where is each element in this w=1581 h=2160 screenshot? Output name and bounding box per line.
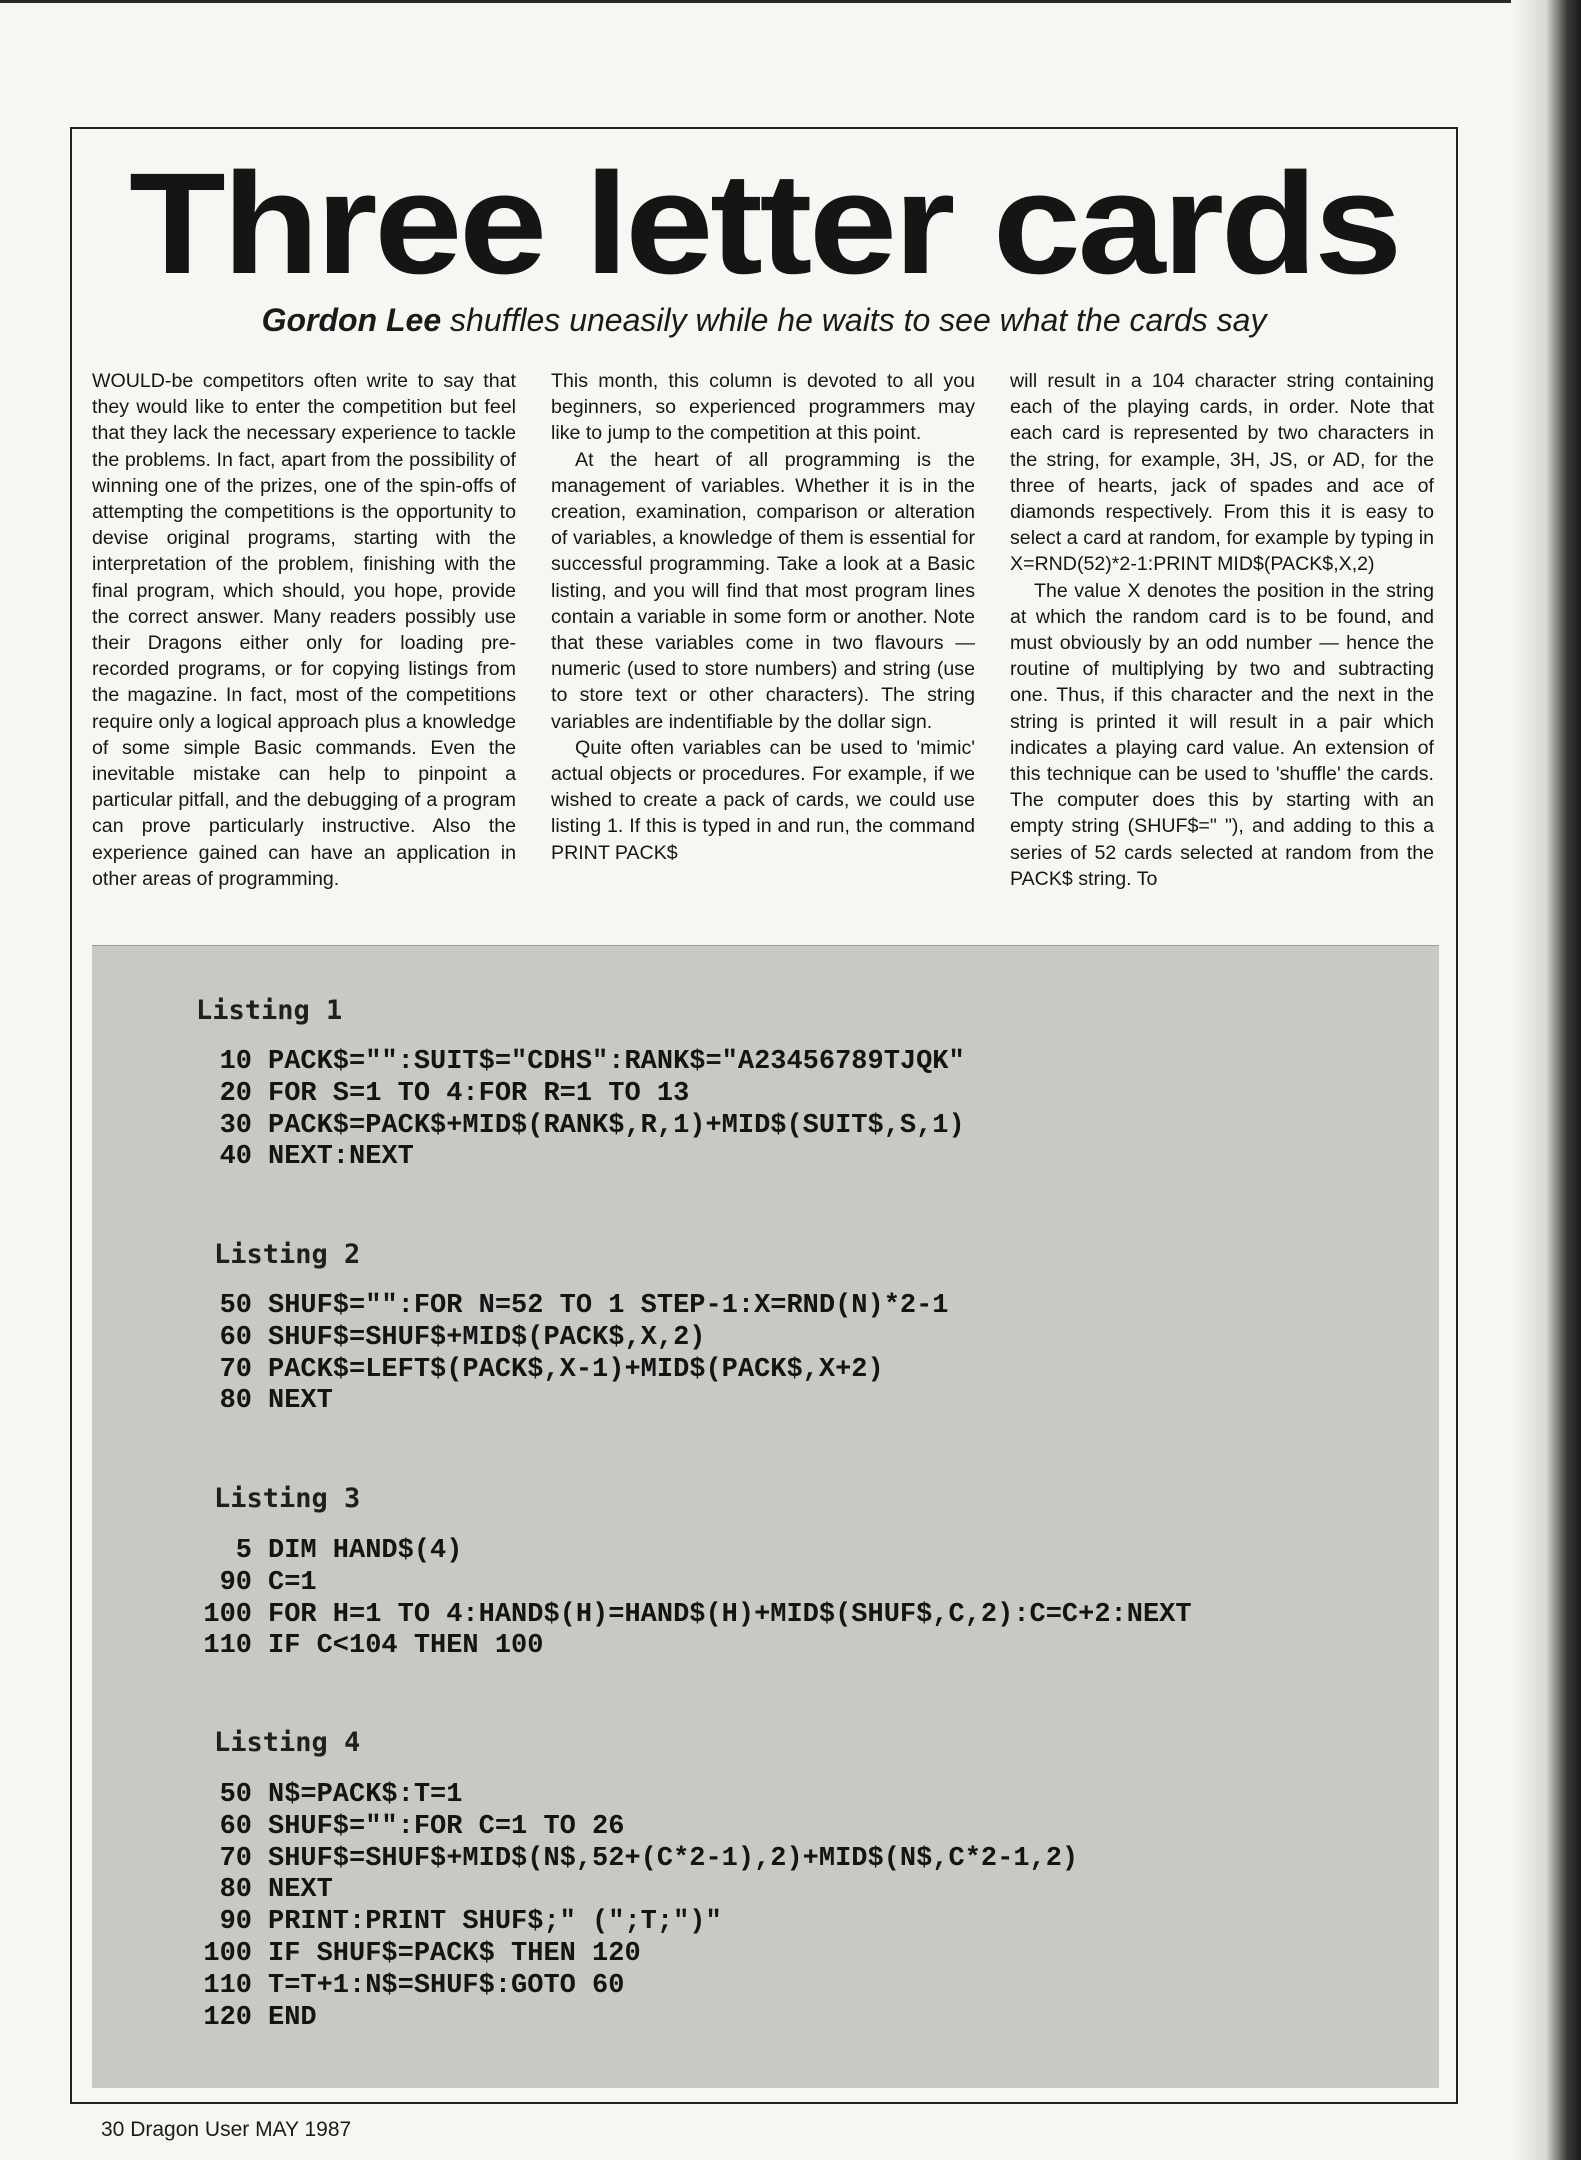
line-number: 30 (219, 1110, 252, 1141)
line-number: 5 (235, 1536, 252, 1566)
line-code: FOR H=1 TO 4:HAND$(H)=HAND$(H)+MID$(SHUF$,C,2):C=C+2:NEXT (268, 1599, 1192, 1630)
listing-4-code (196, 1780, 1078, 2034)
line-number: 110 (203, 1631, 252, 1662)
byline-author: Gordon Lee (261, 302, 442, 338)
page-top-border (0, 0, 1581, 3)
code-line (196, 1971, 1078, 2003)
page-gutter-shadow (1511, 0, 1581, 2160)
line-code: PRINT:PRINT SHUF$;" (";T;")" (268, 1907, 722, 1938)
line-number: 50 (219, 1291, 252, 1321)
code-line (196, 1568, 1192, 1600)
line-code: IF C<104 THEN 100 (268, 1631, 544, 1662)
code-line (196, 1812, 1078, 1844)
line-code: N$=PACK$:T=1 (268, 1780, 463, 1810)
line-code: C=1 (268, 1567, 317, 1598)
listing-1-title: Listing 1 (196, 995, 343, 1026)
listings-panel (92, 945, 1439, 2088)
line-code: PACK$=PACK$+MID$(RANK$,R,1)+MID$(SUIT$,S,1) (268, 1110, 965, 1141)
listing-2-code (196, 1291, 949, 1418)
body-paragraph: WOULD-be competitors often write to say that they would like to enter the competition but feel that they lack the necessary experience to tackle the problems. In fact, apart from the possibility of winning one of the prizes, one of the spin-offs of attempting the competitions is the opportunity to devise original programs, starting with the interpretation of the problem, finishing with the final program, which should, you hope, provide the correct answer. Many readers possibly use their Dragons either only for loading pre-recorded programs, or for copying listings from the magazine. In fact, most of the competitions require only a logical approach plus a knowledge of some simple Basic commands. Even the inevitable mistake can help to pinpoint a particular pitfall, and the debugging of a program can prove particularly instructive. Also the experience gained can have an application in other areas of programming. (92, 370, 516, 890)
listing-2-title: Listing 2 (214, 1239, 361, 1270)
listing-3-title: Listing 3 (214, 1483, 361, 1514)
line-number: 20 (219, 1078, 252, 1109)
line-number: 40 (219, 1142, 252, 1173)
code-line (196, 1780, 1078, 1812)
line-number: 60 (219, 1322, 252, 1353)
code-line (196, 1875, 1078, 1907)
code-line (196, 1939, 1078, 1971)
body-column-1 (92, 368, 516, 892)
byline-text: shuffles uneasily while he waits to see what the cards say (441, 302, 1267, 338)
line-code: SHUF$=SHUF$+MID$(PACK$,X,2) (268, 1322, 706, 1353)
listing-3-code (196, 1536, 1192, 1663)
line-code: FOR S=1 TO 4:FOR R=1 TO 13 (268, 1078, 690, 1109)
body-paragraph: Quite often variables can be used to 'mimic' actual objects or procedures. For example, if we wished to create a pack of cards, we could use listing 1. If this is typed in and run, the command PRINT PACK$ (551, 736, 975, 864)
article-title: Three letter cards (129, 143, 1399, 304)
code-line (196, 1386, 949, 1418)
body-paragraph: The value X denotes the position in the string at which the random card is to be found, and must obviously by an odd number — hence the routine of multiplying by two and subtracting one. Thus, if this character and the next in the string is printed it will result in a pair which indicates a playing card value. An extension of this technique can be used to 'shuffle' the cards. The computer does this by starting with an empty string (SHUF$=" "), and adding to this a series of 52 cards selected at random from the PACK$ string. To (1010, 579, 1434, 890)
body-column-2 (551, 368, 975, 866)
line-number: 90 (219, 1567, 252, 1598)
line-number: 120 (203, 2002, 252, 2033)
line-code: NEXT (268, 1386, 333, 1417)
code-line (196, 1047, 965, 1079)
line-code: SHUF$=SHUF$+MID$(N$,52+(C*2-1),2)+MID$(N$,C*2-1,2) (268, 1843, 1079, 1874)
article-byline (70, 303, 1458, 338)
line-number: 70 (219, 1354, 252, 1385)
line-number: 50 (219, 1780, 252, 1810)
code-line (196, 1631, 1192, 1663)
line-number: 80 (219, 1875, 252, 1906)
body-paragraph: This month, this column is devoted to all you beginners, so experienced programmers may like to jump to the competition at this point. (551, 370, 975, 445)
body-paragraph: will result in a 104 character string containing each of the playing cards, in order. Note that each card is represented by two characters in the string, for example, 3H, JS, or AD, for the three of hearts, jack of spades and ace of diamonds respectively. From this it is easy to select a card at random, for example by typing in X=RND(52)*2-1:PRINT MID$(PACK$,X,2) (1010, 370, 1434, 576)
line-code: PACK$=LEFT$(PACK$,X-1)+MID$(PACK$,X+2) (268, 1354, 884, 1385)
line-code: DIM HAND$(4) (268, 1536, 463, 1566)
line-code: SHUF$="":FOR N=52 TO 1 STEP-1:X=RND(N)*2-1 (268, 1291, 949, 1321)
line-number: 60 (219, 1811, 252, 1842)
page-footer: 30 Dragon User MAY 1987 (101, 2118, 352, 2141)
code-line (196, 1079, 965, 1111)
code-line (196, 2003, 1078, 2035)
listing-1-code (196, 1047, 965, 1174)
line-code: IF SHUF$=PACK$ THEN 120 (268, 1938, 641, 1969)
line-code: SHUF$="":FOR C=1 TO 26 (268, 1811, 625, 1842)
code-line (196, 1323, 949, 1355)
line-number: 70 (219, 1843, 252, 1874)
code-line (196, 1844, 1078, 1876)
code-line (196, 1291, 949, 1323)
line-code: NEXT (268, 1875, 333, 1906)
line-number: 100 (203, 1599, 252, 1630)
line-code: NEXT:NEXT (268, 1142, 414, 1173)
body-paragraph: At the heart of all programming is the management of variables. Whether it is in the creation, examination, comparison or alteration of variables, a knowledge of them is essential for successful programming. Take a look at a Basic listing, and you will find that most program lines contain a variable in some form or another. Note that these variables come in two flavours — numeric (used to store numbers) and string (use to store text or other characters). The string variables are indentifiable by the dollar sign. (551, 448, 975, 733)
line-number: 10 (219, 1047, 252, 1077)
listing-4-title: Listing 4 (214, 1727, 361, 1758)
code-line (196, 1907, 1078, 1939)
body-column-3 (1010, 368, 1434, 892)
line-number: 80 (219, 1386, 252, 1417)
line-code: END (268, 2002, 317, 2033)
code-line (196, 1600, 1192, 1632)
code-line (196, 1536, 1192, 1568)
code-line (196, 1111, 965, 1143)
line-number: 110 (203, 1970, 252, 2001)
line-number: 100 (203, 1938, 252, 1969)
code-line (196, 1355, 949, 1387)
code-line (196, 1142, 965, 1174)
line-code: PACK$="":SUIT$="CDHS":RANK$="A23456789TJQK" (268, 1047, 965, 1077)
line-number: 90 (219, 1907, 252, 1938)
line-code: T=T+1:N$=SHUF$:GOTO 60 (268, 1970, 625, 2001)
